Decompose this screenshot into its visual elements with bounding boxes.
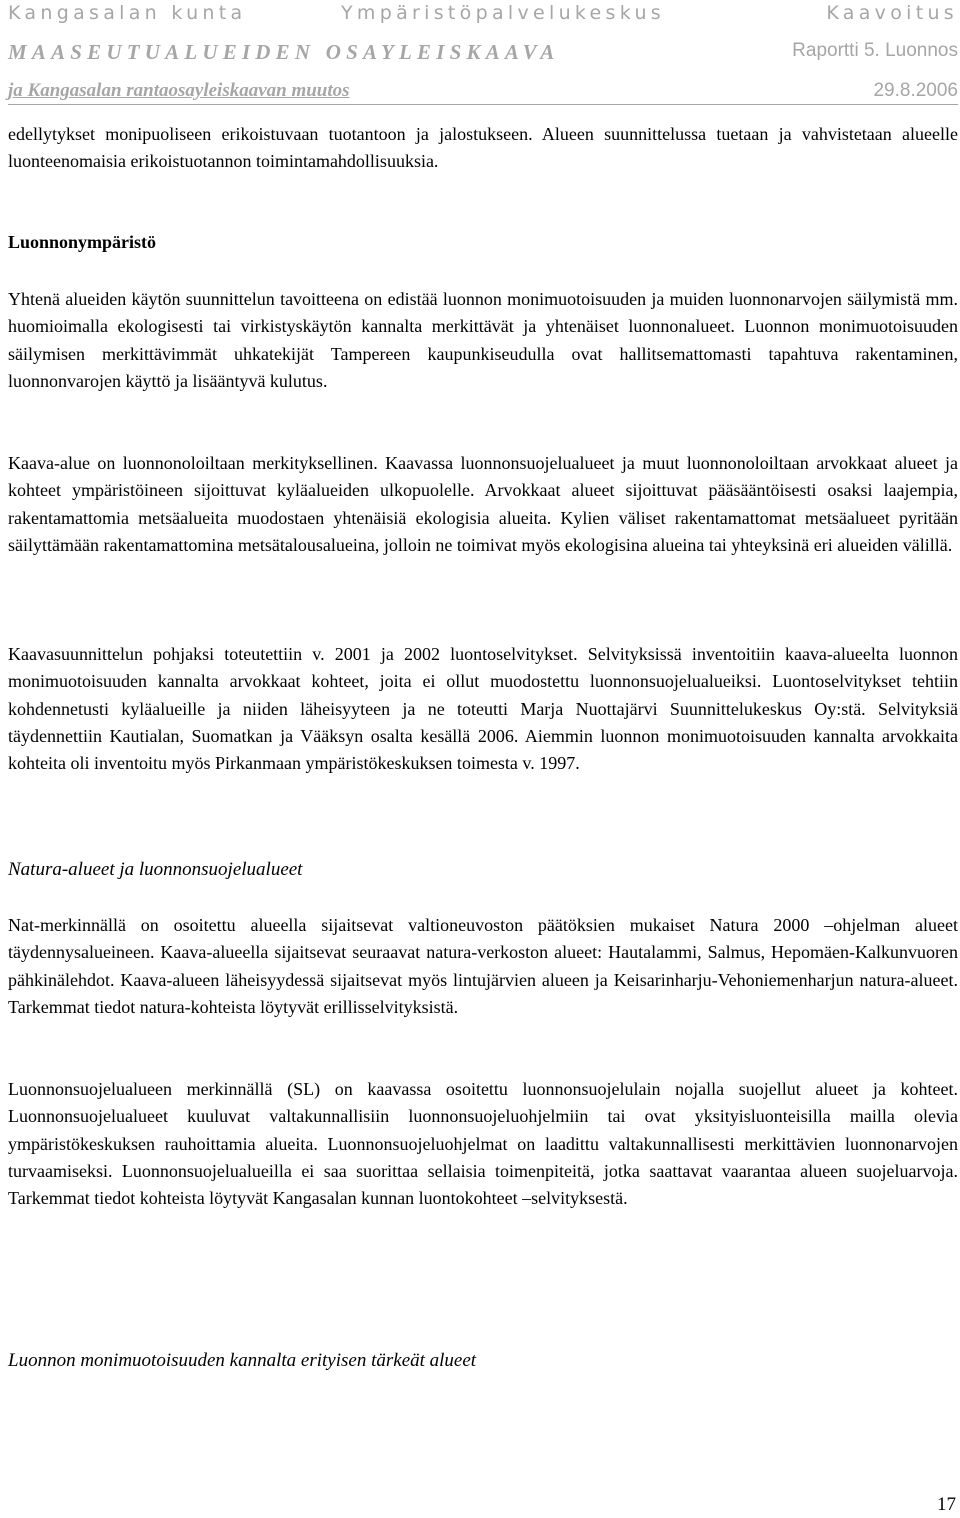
subsection-heading-monimuotoisuus: Luonnon monimuotoisuuden kannalta erityisen tärkeät alueet bbox=[8, 1350, 477, 1371]
header-divider bbox=[8, 104, 958, 105]
header-line-3 bbox=[8, 80, 958, 106]
paragraph-sl: Luonnonsuojelualueen merkinnällä (SL) on kaavassa osoitettu luonnonsuojelulain nojalla suojellut alueet ja kohteet. Luonnonsuojelualueet kuuluvat valtakunnallisiin luonnonsuojeluohjelmiin tai ovat yksityisluonteisilla mailla olevia ympäristökeskuksen rauhoittamia alueita. Luonnonsuojeluohjelmat on laadittu valtakunnallisesti merkittävien luonnonarvojen turvaamiseksi. Luonnonsuojelualueilla ei saa suorittaa sellaisia toimenpiteitä, jotka saattavat vaarantaa alueen suojeluarvoja. Tarkemmat tiedot kohteista löytyvät Kangasalan kunnan luontokohteet –selvityksestä. bbox=[8, 1079, 958, 1209]
header-line-1 bbox=[8, 2, 958, 28]
report-date: 29.8.2006 bbox=[873, 80, 958, 101]
unit-name: Kaavoitus bbox=[826, 2, 958, 24]
paragraph-kaava-alue: Kaava-alue on luonnonoloiltaan merkityksellinen. Kaavassa luonnonsuojelualueet ja muut luonnonoloiltaan arvokkaat alueet ja kohteet ympäristöineen sijoittuvat kyläalueiden ulkopuolelle. Arvokkaat alueet sijoittuvat pääsääntöisesti osaksi laajempia, rakentamattomia metsäalueita muodostaen yhtenäisiä ekologisia alueita. Kylien väliset rakentamattomat metsäalueet pyritään säilyttämään rakentamattomina metsätalousalueina, jolloin ne toimivat myös ekologisina alueina tai yhteyksinä eri alueiden välillä. bbox=[8, 453, 958, 555]
plan-subtitle: ja Kangasalan rantaosayleiskaavan muutos bbox=[8, 80, 350, 101]
section-heading-luonnonymparisto: Luonnonympäristö bbox=[8, 232, 157, 252]
municipality-name: Kangasalan kunta bbox=[8, 2, 247, 24]
page-number: 17 bbox=[937, 1494, 956, 1515]
department-name: Ympäristöpalvelukeskus bbox=[341, 2, 665, 24]
paragraph-nat: Nat-merkinnällä on osoitettu alueella sijaitsevat valtioneuvoston päätöksien mukaiset Natura 2000 –ohjelman alueet täydennysalueineen. Kaava-alueella sijaitsevat seuraavat natura-verkoston alueet: Hautalammi, Salmus, Hepomäen-Kalkunvuoren pähkinälehdot. Kaava-alueen läheisyydessä sijaitsevat myös lintujärvien alueen ja Keisarinharju-Vehoniemenharjun natura-alueet. Tarkemmat tiedot natura-kohteista löytyvät erillisselvityksistä. bbox=[8, 915, 958, 1017]
report-label: Raportti 5. Luonnos bbox=[792, 40, 958, 61]
plan-title: MAASEUTUALUEIDEN OSAYLEISKAAVA bbox=[8, 40, 560, 64]
paragraph-kaavasuunnittelun: Kaavasuunnittelun pohjaksi toteutettiin v. 2001 ja 2002 luontoselvitykset. Selvityksissä inventoitiin kaava-alueelta luonnon monimuotoisuuden kannalta arvokkaat kohteet, joita ei ollut muodostettu luonnonsuojelualueiksi. Luontoselvitykset tehtiin kohdennetusti kyläalueille ja niiden läheisyyteen ja ne toteutti Marja Nuottajärvi Suunnittelukeskus Oy:stä. Selvityksiä täydennettiin Kautialan, Suomatkan ja Vääksyn osalta kesällä 2006. Aiemmin luonnon monimuotoisuuden kannalta arvokkaita kohteita oli inventoitu myös Pirkanmaan ympäristökeskuksen toimesta v. 1997. bbox=[8, 644, 958, 774]
paragraph-yhtena: Yhtenä alueiden käytön suunnittelun tavoitteena on edistää luonnon monimuotoisuuden ja muiden luonnonarvojen säilymistä mm. huomioimalla ekologisesti tai virkistyskäytön kannalta merkittävät ja yhtenäiset luonnonalueet. Luonnon monimuotoisuuden säilymisen merkittävimmät uhkatekijät Tampereen kaupunkiseudulla ovat hallitsemattomasti tapahtuva rakentaminen, luonnonvarojen käyttö ja lisääntyvä kulutus. bbox=[8, 289, 958, 391]
paragraph-intro: edellytykset monipuoliseen erikoistuvaan tuotantoon ja jalostukseen. Alueen suunnittelussa tuetaan ja vahvistetaan alueelle luonteenomaisia erikoistuotannon toimintamahdollisuuksia. bbox=[8, 124, 958, 172]
page-header bbox=[8, 0, 958, 107]
header-line-2 bbox=[8, 40, 958, 66]
subsection-heading-natura: Natura-alueet ja luonnonsuojelualueet bbox=[8, 859, 303, 880]
